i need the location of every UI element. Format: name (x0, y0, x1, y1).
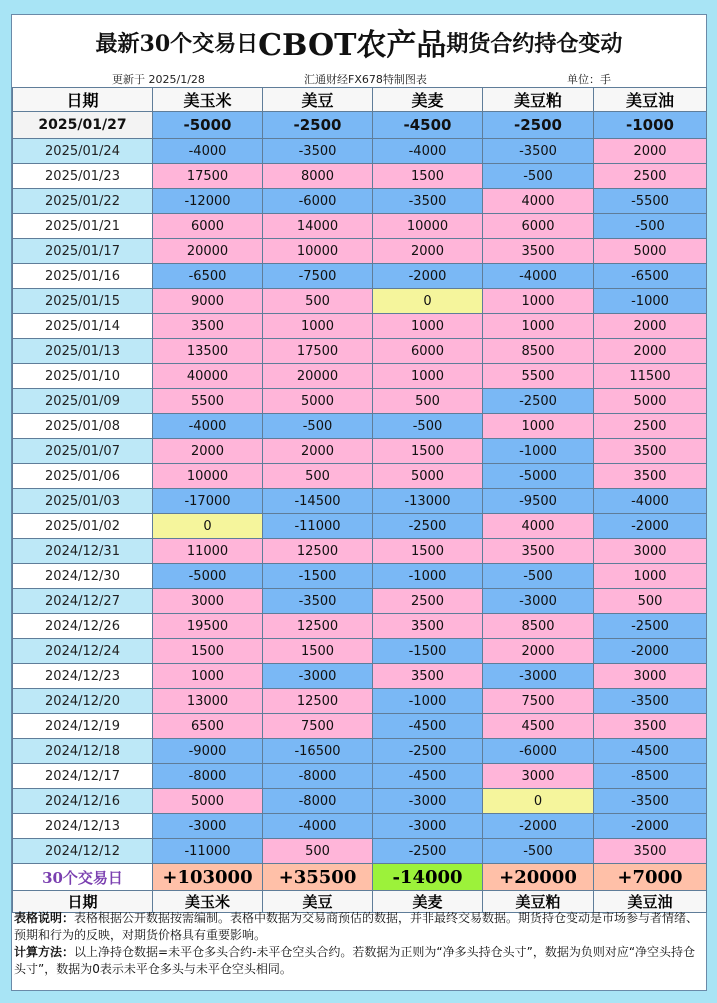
description-note (14, 910, 704, 944)
table-row (13, 839, 707, 864)
value-cell: 6500 (153, 714, 263, 739)
title-part-3: 期货合约持仓变动 (446, 30, 623, 57)
value-cell: -3500 (263, 139, 373, 164)
summary-value: +20000 (483, 864, 594, 891)
table-row (13, 789, 707, 814)
col-header-corn: 美玉米 (153, 88, 263, 112)
date-cell: 2025/01/17 (13, 239, 153, 264)
table-row (13, 112, 707, 139)
value-cell: -6500 (153, 264, 263, 289)
value-cell: -2000 (373, 264, 483, 289)
value-cell: -3500 (373, 189, 483, 214)
value-cell: 2000 (483, 639, 594, 664)
value-cell: 0 (373, 289, 483, 314)
value-cell: 1000 (483, 314, 594, 339)
footer-header-soymeal: 美豆粕 (483, 891, 594, 913)
value-cell: 5000 (594, 389, 707, 414)
table-row (13, 664, 707, 689)
value-cell: -5500 (594, 189, 707, 214)
value-cell: 9000 (153, 289, 263, 314)
table-row (13, 164, 707, 189)
update-date: 更新于 2025/1/28 (112, 73, 205, 86)
value-cell: -4000 (483, 264, 594, 289)
date-cell: 2024/12/19 (13, 714, 153, 739)
value-cell: -4000 (263, 814, 373, 839)
table-row (13, 289, 707, 314)
value-cell: -4000 (373, 139, 483, 164)
value-cell: 17500 (263, 339, 373, 364)
table-row (13, 739, 707, 764)
value-cell: 4500 (483, 714, 594, 739)
value-cell: -2000 (594, 639, 707, 664)
value-cell: 3500 (594, 839, 707, 864)
value-cell: 1000 (483, 414, 594, 439)
table-row (13, 189, 707, 214)
value-cell: 3500 (483, 539, 594, 564)
value-cell: -2500 (373, 839, 483, 864)
value-cell: 2000 (594, 339, 707, 364)
value-cell: -4500 (594, 739, 707, 764)
description-text: 表格根据公开数据按需编制。表格中数据为交易商预估的数据，并非最终交易数据。期货持仓变动是市场参与者情绪、预期和行为的反映，对期货价格具有重要影响。 (14, 911, 699, 942)
date-cell: 2025/01/10 (13, 364, 153, 389)
value-cell: -500 (483, 564, 594, 589)
value-cell: 3500 (594, 464, 707, 489)
date-cell: 2025/01/16 (13, 264, 153, 289)
value-cell: -2500 (373, 514, 483, 539)
col-header-soyoil: 美豆油 (594, 88, 707, 112)
date-cell: 2025/01/22 (13, 189, 153, 214)
value-cell: 1500 (263, 639, 373, 664)
table-row (13, 539, 707, 564)
footer-header-wheat: 美麦 (373, 891, 483, 913)
value-cell: -5000 (483, 464, 594, 489)
value-cell: -3000 (373, 789, 483, 814)
value-cell: -9500 (483, 489, 594, 514)
title-part-2: CBOT农产品 (258, 28, 447, 63)
value-cell: 1500 (373, 539, 483, 564)
value-cell: -8000 (153, 764, 263, 789)
value-cell: 1500 (373, 439, 483, 464)
value-cell: 4000 (483, 189, 594, 214)
value-cell: 500 (263, 289, 373, 314)
value-cell: -8000 (263, 789, 373, 814)
value-cell: -11000 (153, 839, 263, 864)
title-part-1: 最新30个交易日 (95, 30, 259, 57)
date-cell: 2024/12/12 (13, 839, 153, 864)
value-cell: 12500 (263, 539, 373, 564)
value-cell: 6000 (373, 339, 483, 364)
value-cell: -11000 (263, 514, 373, 539)
value-cell: -2500 (483, 389, 594, 414)
date-cell: 2025/01/07 (13, 439, 153, 464)
value-cell: 5000 (263, 389, 373, 414)
value-cell: 3500 (594, 439, 707, 464)
value-cell: 20000 (263, 364, 373, 389)
value-cell: -500 (483, 164, 594, 189)
value-cell: 11500 (594, 364, 707, 389)
value-cell: -1500 (263, 564, 373, 589)
value-cell: -16500 (263, 739, 373, 764)
header-row (13, 88, 707, 112)
value-cell: -2000 (594, 514, 707, 539)
table-card (11, 14, 707, 991)
unit-label: 单位：手 (567, 73, 611, 86)
table-row (13, 414, 707, 439)
value-cell: 3000 (483, 764, 594, 789)
date-cell: 2025/01/02 (13, 514, 153, 539)
table-row (13, 714, 707, 739)
date-cell: 2025/01/21 (13, 214, 153, 239)
value-cell: -2000 (483, 814, 594, 839)
value-cell: -17000 (153, 489, 263, 514)
value-cell: 5000 (373, 464, 483, 489)
value-cell: 2500 (594, 414, 707, 439)
value-cell: 8000 (263, 164, 373, 189)
value-cell: 0 (483, 789, 594, 814)
notes-section (14, 910, 704, 978)
value-cell: -500 (483, 839, 594, 864)
date-cell: 2024/12/31 (13, 539, 153, 564)
table-row (13, 689, 707, 714)
value-cell: 0 (153, 514, 263, 539)
value-cell: 10000 (263, 239, 373, 264)
table-row (13, 814, 707, 839)
table-row (13, 464, 707, 489)
value-cell: -3000 (483, 589, 594, 614)
summary-row (13, 864, 707, 891)
value-cell: -1000 (594, 289, 707, 314)
date-cell: 2025/01/24 (13, 139, 153, 164)
value-cell: -7500 (263, 264, 373, 289)
table-row (13, 364, 707, 389)
date-cell: 2024/12/16 (13, 789, 153, 814)
value-cell: -6000 (483, 739, 594, 764)
value-cell: -3500 (594, 689, 707, 714)
value-cell: 2000 (153, 439, 263, 464)
date-cell: 2025/01/15 (13, 289, 153, 314)
value-cell: -8000 (263, 764, 373, 789)
value-cell: -3500 (263, 589, 373, 614)
value-cell: -4500 (373, 764, 483, 789)
value-cell: -1000 (594, 112, 707, 139)
value-cell: 4000 (483, 514, 594, 539)
value-cell: -2500 (483, 112, 594, 139)
value-cell: 8500 (483, 614, 594, 639)
value-cell: 3500 (153, 314, 263, 339)
value-cell: -3000 (373, 814, 483, 839)
value-cell: 12500 (263, 614, 373, 639)
col-header-wheat: 美麦 (373, 88, 483, 112)
table-row (13, 489, 707, 514)
date-cell: 2025/01/03 (13, 489, 153, 514)
footer-header-corn: 美玉米 (153, 891, 263, 913)
value-cell: 6000 (153, 214, 263, 239)
value-cell: -3000 (263, 664, 373, 689)
value-cell: -500 (373, 414, 483, 439)
value-cell: -3500 (483, 139, 594, 164)
value-cell: -6000 (263, 189, 373, 214)
value-cell: 3500 (373, 664, 483, 689)
date-cell: 2024/12/23 (13, 664, 153, 689)
table-row (13, 339, 707, 364)
table-row (13, 139, 707, 164)
date-cell: 2025/01/06 (13, 464, 153, 489)
value-cell: -4000 (153, 139, 263, 164)
value-cell: -9000 (153, 739, 263, 764)
value-cell: 1000 (483, 289, 594, 314)
value-cell: 500 (263, 839, 373, 864)
value-cell: 2500 (594, 164, 707, 189)
value-cell: 13000 (153, 689, 263, 714)
date-cell: 2025/01/27 (13, 112, 153, 139)
summary-value: -14000 (373, 864, 483, 891)
value-cell: 7500 (263, 714, 373, 739)
calculation-label: 计算方法： (14, 945, 75, 959)
value-cell: -14500 (263, 489, 373, 514)
value-cell: 2000 (373, 239, 483, 264)
value-cell: 500 (263, 464, 373, 489)
value-cell: 5500 (483, 364, 594, 389)
value-cell: 1000 (373, 314, 483, 339)
date-cell: 2025/01/14 (13, 314, 153, 339)
footer-header-soybean: 美豆 (263, 891, 373, 913)
position-table (12, 87, 707, 913)
value-cell: 3500 (594, 714, 707, 739)
table-row (13, 614, 707, 639)
value-cell: 13500 (153, 339, 263, 364)
value-cell: 1000 (594, 564, 707, 589)
value-cell: -5000 (153, 564, 263, 589)
value-cell: 14000 (263, 214, 373, 239)
value-cell: -3500 (594, 789, 707, 814)
value-cell: -500 (594, 214, 707, 239)
value-cell: 5000 (594, 239, 707, 264)
value-cell: 1000 (153, 664, 263, 689)
value-cell: 500 (373, 389, 483, 414)
value-cell: 19500 (153, 614, 263, 639)
value-cell: 5500 (153, 389, 263, 414)
date-cell: 2024/12/24 (13, 639, 153, 664)
value-cell: 8500 (483, 339, 594, 364)
value-cell: 3500 (483, 239, 594, 264)
table-row (13, 764, 707, 789)
value-cell: -3000 (483, 664, 594, 689)
source-label: 汇通财经FX678特制图表 (304, 73, 427, 86)
value-cell: -1000 (373, 689, 483, 714)
value-cell: 5000 (153, 789, 263, 814)
table-row (13, 514, 707, 539)
table-row (13, 439, 707, 464)
table-row (13, 639, 707, 664)
description-label: 表格说明： (14, 911, 75, 925)
value-cell: 2000 (594, 139, 707, 164)
table-row (13, 264, 707, 289)
summary-value: +103000 (153, 864, 263, 891)
col-header-soymeal: 美豆粕 (483, 88, 594, 112)
col-header-date: 日期 (13, 88, 153, 112)
value-cell: 2000 (594, 314, 707, 339)
footer-header-soyoil: 美豆油 (594, 891, 707, 913)
calculation-text: 以上净持仓数据=未平仓多头合约-未平仓空头合约。若数据为正则为“净多头持仓头寸”，数据为负则对应“净空头持仓头寸”，数据为0表示未平仓多头与未平仓空头相同。 (14, 945, 696, 976)
meta-bar (12, 69, 706, 87)
value-cell: 1500 (373, 164, 483, 189)
date-cell: 2024/12/18 (13, 739, 153, 764)
value-cell: -4000 (153, 414, 263, 439)
value-cell: -1000 (483, 439, 594, 464)
value-cell: 10000 (153, 464, 263, 489)
table-row (13, 589, 707, 614)
page-title (12, 15, 706, 69)
value-cell: 12500 (263, 689, 373, 714)
table-row (13, 239, 707, 264)
date-cell: 2025/01/08 (13, 414, 153, 439)
value-cell: 6000 (483, 214, 594, 239)
value-cell: -2500 (373, 739, 483, 764)
value-cell: 17500 (153, 164, 263, 189)
table-row (13, 314, 707, 339)
value-cell: -500 (263, 414, 373, 439)
date-cell: 2024/12/30 (13, 564, 153, 589)
value-cell: -1000 (373, 564, 483, 589)
value-cell: -12000 (153, 189, 263, 214)
summary-label: 30个交易日 (13, 864, 153, 891)
value-cell: -4500 (373, 112, 483, 139)
footer-header-date: 日期 (13, 891, 153, 913)
value-cell: -13000 (373, 489, 483, 514)
date-cell: 2025/01/13 (13, 339, 153, 364)
value-cell: -2500 (594, 614, 707, 639)
value-cell: 10000 (373, 214, 483, 239)
value-cell: -4500 (373, 714, 483, 739)
value-cell: -1500 (373, 639, 483, 664)
date-cell: 2025/01/23 (13, 164, 153, 189)
value-cell: -2500 (263, 112, 373, 139)
date-cell: 2024/12/13 (13, 814, 153, 839)
value-cell: 3500 (373, 614, 483, 639)
value-cell: 3000 (594, 664, 707, 689)
value-cell: 2000 (263, 439, 373, 464)
value-cell: 1500 (153, 639, 263, 664)
calculation-note (14, 944, 704, 978)
date-cell: 2024/12/17 (13, 764, 153, 789)
value-cell: 20000 (153, 239, 263, 264)
table-row (13, 214, 707, 239)
value-cell: 3000 (594, 539, 707, 564)
value-cell: 1000 (373, 364, 483, 389)
value-cell: -5000 (153, 112, 263, 139)
table-row (13, 389, 707, 414)
summary-value: +7000 (594, 864, 707, 891)
value-cell: 3000 (153, 589, 263, 614)
value-cell: -4000 (594, 489, 707, 514)
value-cell: 2500 (373, 589, 483, 614)
date-cell: 2025/01/09 (13, 389, 153, 414)
date-cell: 2024/12/20 (13, 689, 153, 714)
value-cell: 40000 (153, 364, 263, 389)
value-cell: -3000 (153, 814, 263, 839)
value-cell: 500 (594, 589, 707, 614)
value-cell: 11000 (153, 539, 263, 564)
value-cell: 1000 (263, 314, 373, 339)
value-cell: -8500 (594, 764, 707, 789)
table-row (13, 564, 707, 589)
summary-value: +35500 (263, 864, 373, 891)
value-cell: 7500 (483, 689, 594, 714)
date-cell: 2024/12/27 (13, 589, 153, 614)
value-cell: -6500 (594, 264, 707, 289)
date-cell: 2024/12/26 (13, 614, 153, 639)
value-cell: -2000 (594, 814, 707, 839)
col-header-soybean: 美豆 (263, 88, 373, 112)
